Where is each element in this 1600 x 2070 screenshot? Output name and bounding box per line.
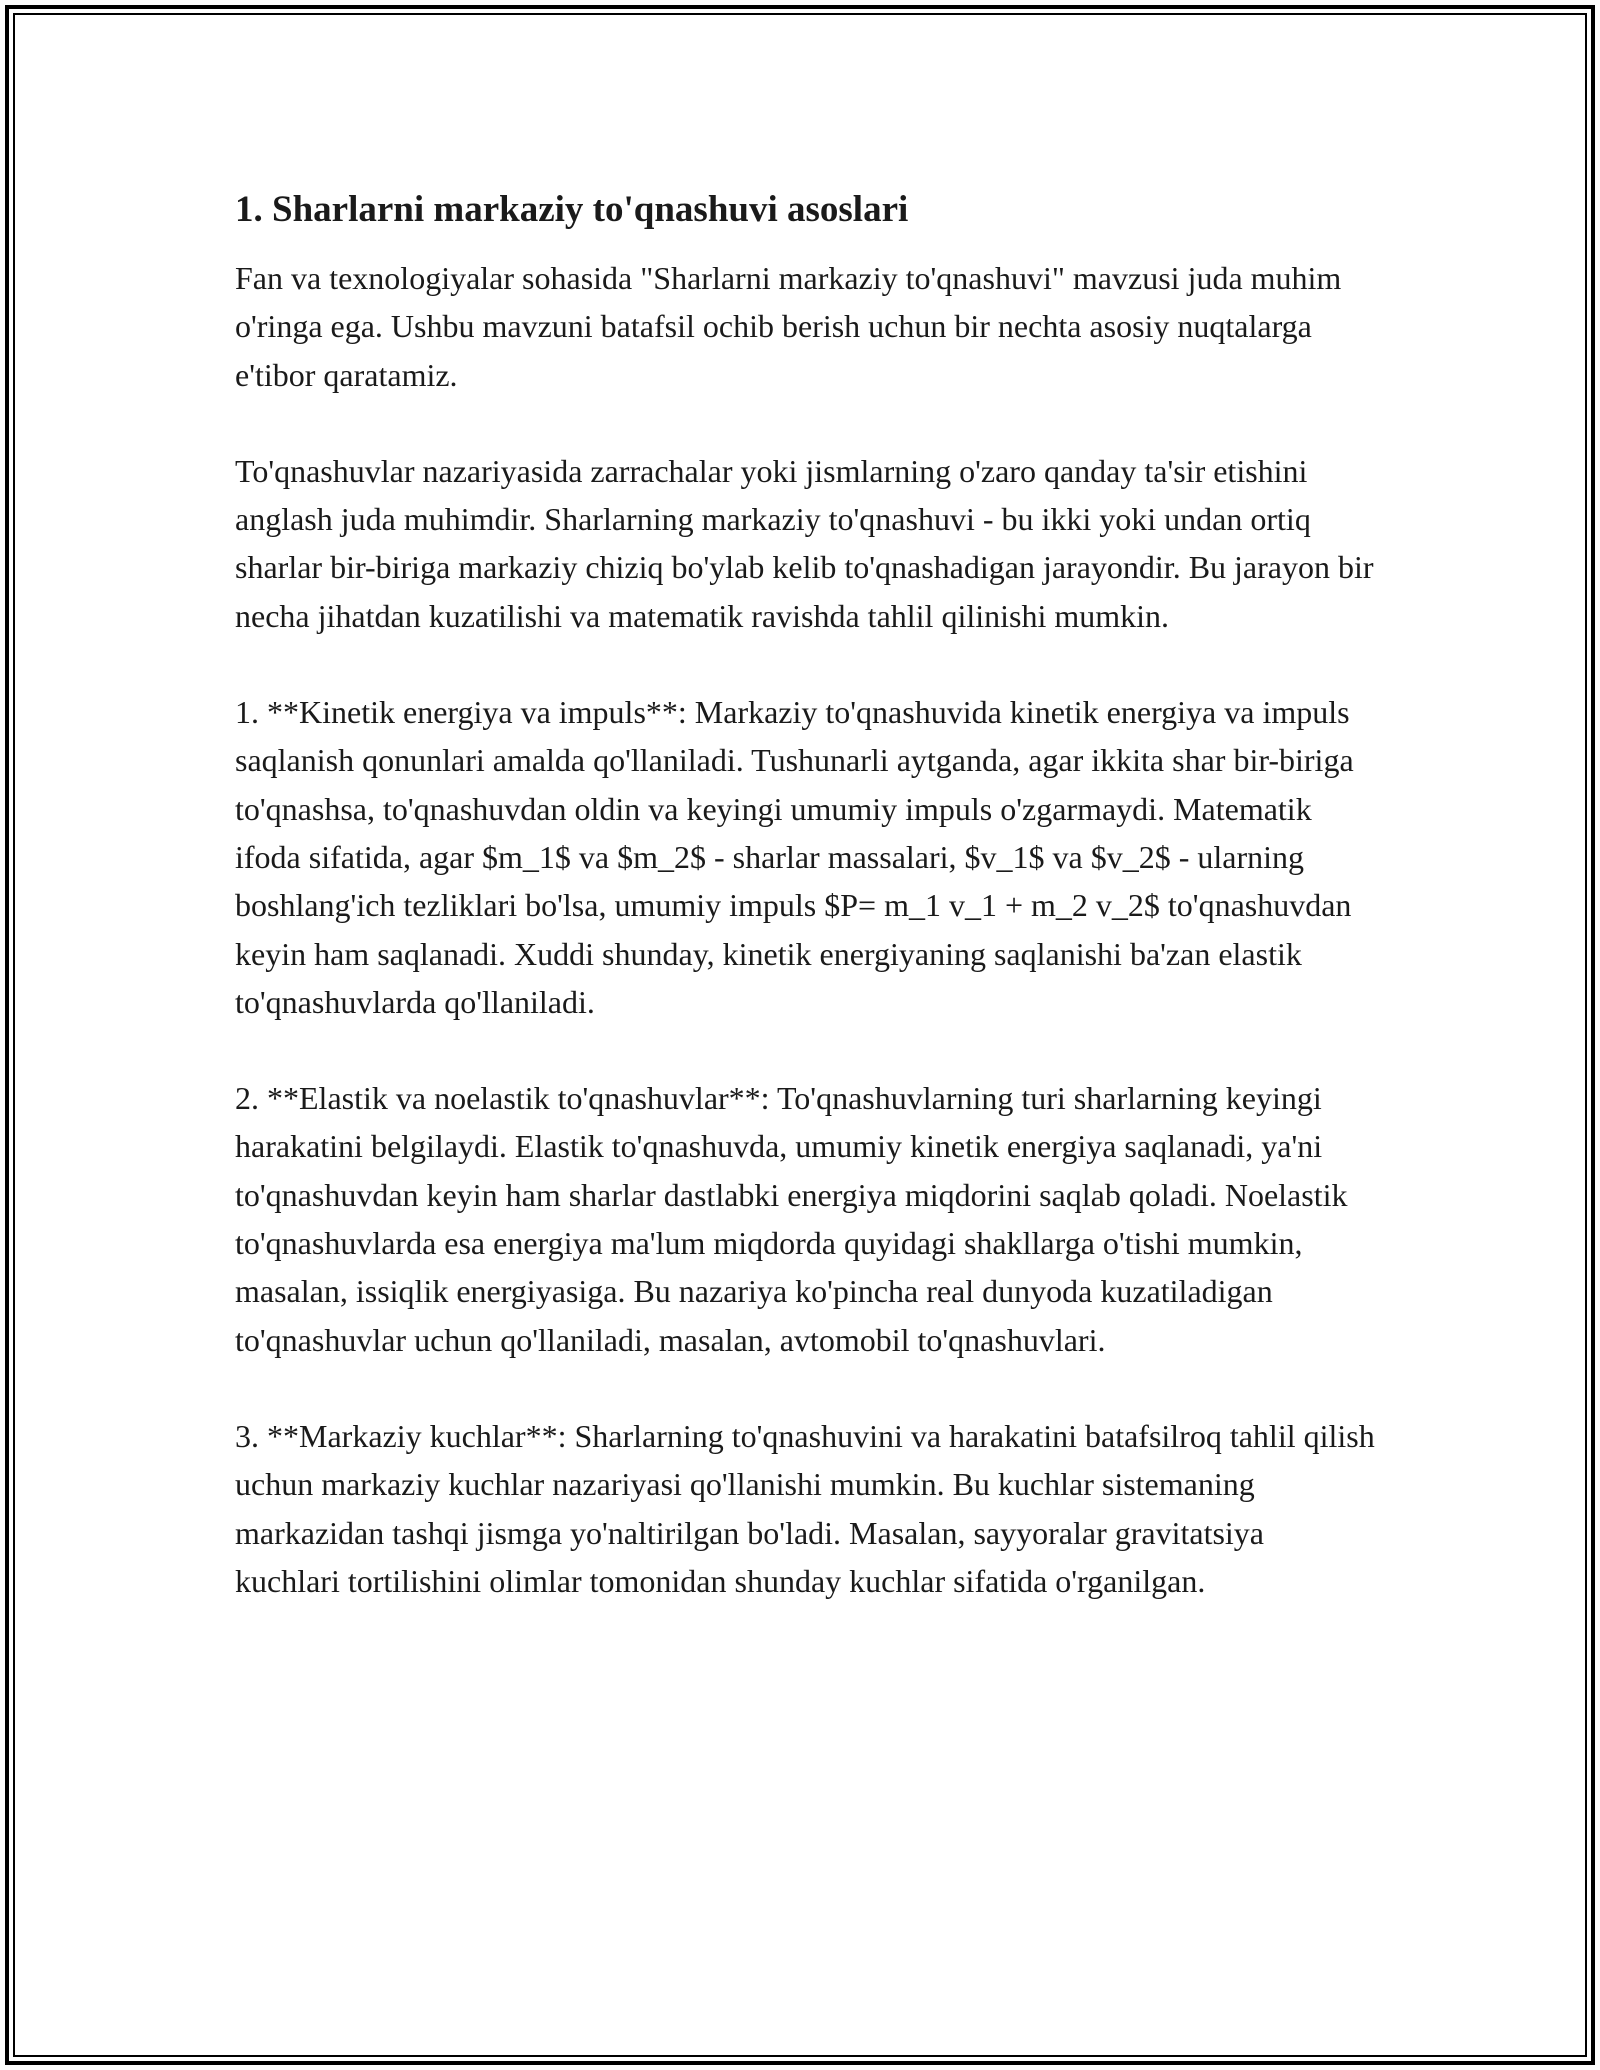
paragraph-kinetic-energy: 1. **Kinetik energiya va impuls**: Markaziy to'qnashuvida kinetik energiya va impuls saqlanish qonunlari amalda qo'llaniladi. Tushunarli aytganda, agar ikkita shar bir-biriga to'qnashsa, to'qnashuvdan oldin va keyingi umumiy impuls o'zgarmaydi. Matematik ifoda sifatida, agar $m_1$ va $m_2$ - sharlar massalari, $v_1$ va $v_2$ - ularning boshlang'ich tezliklari bo'lsa, umumiy impuls $P= m_1 v_1 + m_2 v_2$ to'qnashuvdan keyin ham saqlanadi. Xuddi shunday, kinetik energiyaning saqlanishi ba'zan elastik to'qnashuvlarda qo'llaniladi.: [235, 694, 1354, 1020]
paragraph-elastic-collisions: 2. **Elastik va noelastik to'qnashuvlar**: To'qnashuvlarning turi sharlarning keyingi harakatini belgilaydi. Elastik to'qnashuvda, umumiy kinetik energiya saqlanadi, ya'ni to'qnashuvdan keyin ham sharlar dastlabki energiya miqdorini saqlab qoladi. Noelastik to'qnashuvlarda esa energiya ma'lum miqdorda quyidagi shakllarga o'tishi mumkin, masalan, issiqlik energiyasiga. Bu nazariya ko'pincha real dunyoda kuzatiladigan to'qnashuvlar uchun qo'llaniladi, masalan, avtomobil to'qnashuvlari.: [235, 1080, 1348, 1358]
document-body: [235, 186, 1375, 1653]
paragraph-theory: To'qnashuvlar nazariyasida zarrachalar yoki jismlarning o'zaro qanday ta'sir etishini anglash juda muhimdir. Sharlarning markaziy to'qnashuvi - bu ikki yoki undan ortiq sharlar bir-biriga markaziy chiziq bo'ylab kelib to'qnashadigan jarayondir. Bu jarayon bir necha jihatdan kuzatilishi va matematik ravishda tahlil qilinishi mumkin.: [235, 452, 1374, 634]
section-title: 1. Sharlarni markaziy to'qnashuvi asoslari: [235, 189, 909, 230]
paragraph-central-forces: 3. **Markaziy kuchlar**: Sharlarning to'qnashuvini va harakatini batafsilroq tahlil qilish uchun markaziy kuchlar nazariyasi qo'llanishi mumkin. Bu kuchlar sistemaning markazidan tashqi jismga yo'naltirilgan bo'ladi. Masalan, sayyoralar gravitatsiya kuchlari tortilishini olimlar tomonidan shunday kuchlar sifatida o'rganilgan.: [235, 1417, 1375, 1599]
paragraph-intro: Fan va texnologiyalar sohasida "Sharlarni markaziy to'qnashuvi" mavzusi juda muhim o'ringa ega. Ushbu mavzuni batafsil ochib berish uchun bir nechta asosiy nuqtalarga e'tibor qaratamiz.: [235, 260, 1342, 393]
